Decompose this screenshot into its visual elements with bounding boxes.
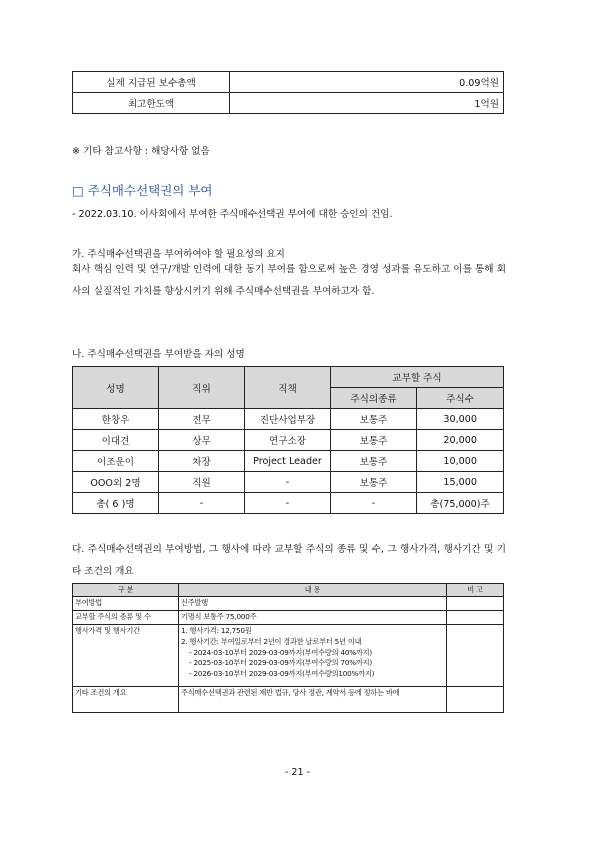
cell-duty: - — [245, 472, 331, 493]
table-row — [73, 611, 504, 625]
cell-position: 상무 — [159, 430, 245, 451]
page-number: - 21 - — [284, 767, 311, 778]
cell-category: 부여방법 — [73, 597, 179, 611]
cell-remarks — [447, 687, 504, 713]
header-remarks: 비 고 — [447, 584, 504, 597]
total-position: - — [159, 493, 245, 514]
cell-count: 20,000 — [417, 430, 504, 451]
cell-content — [179, 687, 447, 713]
total-duty: - — [245, 493, 331, 514]
cell-name: OOO외 2명 — [73, 472, 159, 493]
cell-content — [179, 611, 447, 625]
row-value: 1억원 — [230, 93, 504, 114]
table-row — [73, 472, 504, 493]
row-label: 실제 지급된 보수총액 — [73, 72, 230, 93]
cell-category: 행사가격 및 행사기간 — [73, 625, 179, 687]
table-row — [73, 625, 504, 687]
cell-content — [179, 625, 447, 687]
table-row — [73, 409, 504, 430]
header-category: 구 분 — [73, 584, 179, 597]
cell-name: 한창우 — [73, 409, 159, 430]
table-row — [73, 93, 504, 114]
header-stock-type: 주식의종류 — [331, 388, 417, 409]
cell-stock-type: 보통주 — [331, 451, 417, 472]
table-total-row — [73, 493, 504, 514]
cell-remarks — [447, 625, 504, 687]
note-text: ※ 기타 참고사항 : 해당사항 없음 — [72, 146, 210, 157]
content-line: 주식매수선택권과 관련된 제반 법규, 당사 정관, 계약서 등에 정하는 바에 — [181, 688, 400, 697]
table-row — [73, 430, 504, 451]
table-row — [73, 597, 504, 611]
header-count: 주식수 — [417, 388, 504, 409]
header-content: 내 용 — [179, 584, 447, 597]
overview-heading: 다. 주식매수선택권의 부여방법, 그 행사에 따라 교부할 주식의 종류 및 수, 그 행사가격, 행사기간 및 기타 조건의 개요 — [72, 544, 506, 577]
remuneration-table — [72, 71, 504, 114]
cell-duty: 진단사업부장 — [245, 409, 331, 430]
row-label: 최고한도액 — [73, 93, 230, 114]
header-name: 성명 — [73, 367, 159, 409]
cell-category: 기타 조건의 개요 — [73, 687, 179, 713]
content-line: - 2024-03-10부터 2029-03-09까지(부여수량의 40%까지) — [189, 647, 372, 657]
cell-count: 15,000 — [417, 472, 504, 493]
section-title: □ 주식매수선택권의 부여 — [72, 183, 213, 198]
grantees-heading: 나. 주식매수선택권을 부여받을 자의 성명 — [72, 349, 245, 360]
table-row — [73, 451, 504, 472]
cell-remarks — [447, 611, 504, 625]
cell-stock-type: 보통주 — [331, 472, 417, 493]
total-count: 총(75,000)주 — [417, 493, 504, 514]
content-line: - 2026-03-10부터 2029-03-09까지(부여수량의100%까지) — [189, 669, 375, 679]
total-stock-type: - — [331, 493, 417, 514]
need-heading: 가. 주식매수선택권을 부여하여야 할 필요성의 요지 — [72, 249, 285, 260]
cell-count: 30,000 — [417, 409, 504, 430]
cell-stock-type: 보통주 — [331, 430, 417, 451]
table-row — [73, 72, 504, 93]
cell-remarks — [447, 597, 504, 611]
cell-position: 차장 — [159, 451, 245, 472]
cell-duty: 연구소장 — [245, 430, 331, 451]
content-line: 2. 행사기간: 부여일로부터 2년이 경과한 날로부터 5년 이내 — [181, 636, 362, 646]
table-header-row — [73, 367, 504, 388]
content-line: - 2025-03-10부터 2029-03-09까지(부여수량의 70%까지) — [189, 658, 372, 668]
cell-content — [179, 597, 447, 611]
content-line: 신주발행 — [181, 598, 208, 607]
content-line: 기명식 보통주 75,000주 — [181, 612, 257, 621]
cell-category: 교부할 주식의 종류 및 수 — [73, 611, 179, 625]
cell-position: 직원 — [159, 472, 245, 493]
cell-name: 이대견 — [73, 430, 159, 451]
header-duty: 직책 — [245, 367, 331, 409]
cell-name: 이조운이 — [73, 451, 159, 472]
table-header-row — [73, 584, 504, 597]
header-position: 직위 — [159, 367, 245, 409]
need-body: 회사 핵심 인력 및 연구/개발 인력에 대한 동기 부여를 함으로써 높은 경영 성과를 유도하고 이를 통해 회사의 실질적인 가치를 향상시키기 위해 주식매수선택권을 부여하고자 함. — [72, 264, 506, 297]
content-line: 1. 행사가격: 12,750원 — [181, 626, 252, 635]
cell-duty: Project Leader — [245, 451, 331, 472]
table-row — [73, 687, 504, 713]
row-value: 0.09억원 — [230, 72, 504, 93]
cell-stock-type: 보통주 — [331, 409, 417, 430]
overview-table — [72, 583, 504, 713]
cell-count: 10,000 — [417, 451, 504, 472]
cell-position: 전무 — [159, 409, 245, 430]
total-name: 총( 6 )명 — [73, 493, 159, 514]
section-intro: - 2022.03.10. 이사회에서 부여한 주식매수선택권 부여에 대한 승인의 건임. — [72, 209, 393, 220]
grantees-table — [72, 366, 504, 514]
header-shares-group: 교부할 주식 — [331, 367, 504, 388]
